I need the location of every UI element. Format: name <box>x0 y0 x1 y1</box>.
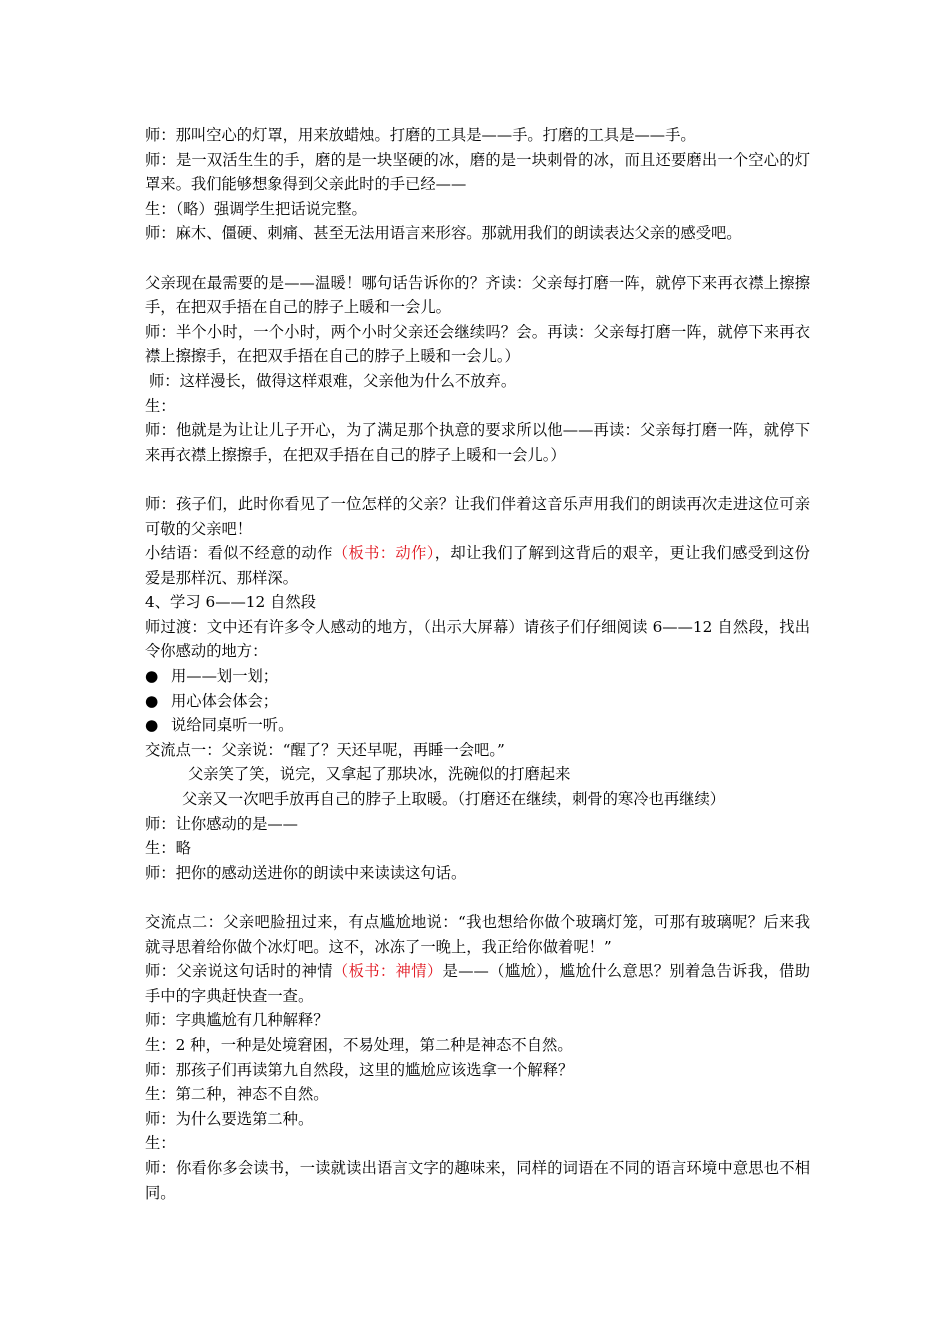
bullet-dot-icon: ● <box>145 667 159 686</box>
text-line: 师：孩子们，此时你看见了一位怎样的父亲？让我们伴着这音乐声用我们的朗读再次走进这位可亲可敬的父亲吧！ <box>145 494 810 538</box>
text-line: 生：2 种，一种是处境窘困，不易处理，第二种是神态不自然。 <box>145 1035 573 1054</box>
blank-line <box>145 885 810 910</box>
blackboard-note: （板书：动作） <box>332 544 435 563</box>
document-page <box>145 123 810 1205</box>
summary-text: 小结语：看似不经意的动作 <box>145 544 333 563</box>
text-line: 师：那孩子们再读第九自然段，这里的尴尬应该选拿一个解释？ <box>145 1060 574 1079</box>
text-line: 师：麻木、僵硬、刺痛、甚至无法用语言来形容。那就用我们的朗读表达父亲的感受吧。 <box>145 224 742 243</box>
text-line: 生：略 <box>145 839 191 858</box>
blackboard-note: （板书：神情） <box>332 962 443 981</box>
text-line: 师：是一双活生生的手，磨的是一块坚硬的冰，磨的是一块刺骨的冰，而且还要磨出一个空心的灯罩来。我们能够想象得到父亲此时的手已经—— <box>145 150 810 194</box>
text-line: 师：字典尴尬有几种解释？ <box>145 1011 329 1030</box>
bullet-item <box>145 713 810 738</box>
text-line: 师：这样漫长，做得这样艰难，父亲他为什么不放弃。 <box>149 371 517 390</box>
text-line: 生： <box>145 396 176 415</box>
text-line: 师：为什么要选第二种。 <box>145 1109 314 1128</box>
bullet-item <box>145 689 810 714</box>
section-heading: 4、学习 6——12 自然段 <box>145 593 317 612</box>
expression-text: 师：父亲说这句话时的神情 <box>145 962 333 981</box>
bullet-text: 用心体会体会； <box>171 691 279 710</box>
text-line: 交流点一：父亲说：“醒了？天还早呢，再睡一会吧。” <box>145 740 505 759</box>
text-line: 师：半个小时，一个小时，两个小时父亲还会继续吗？会。再读：父亲每打磨一阵，就停下来再衣襟上擦擦手，在把双手捂在自己的脖子上暖和一会儿。） <box>145 322 810 366</box>
bullet-text: 用——划一划； <box>171 667 279 686</box>
bullet-dot-icon: ● <box>145 716 159 735</box>
text-line: 交流点二：父亲吧脸扭过来，有点尴尬地说：“我也想给你做个玻璃灯笼，可那有玻璃呢？后来我就寻思着给你做个冰灯吧。这不，冰冻了一晚上，我正给你做着呢！” <box>145 913 810 956</box>
text-line: 生：（略）强调学生把话说完整。 <box>145 199 367 218</box>
blank-line <box>145 246 810 271</box>
text-line: 生：第二种，神态不自然。 <box>145 1085 329 1104</box>
text-line: 师：他就是为让让儿子开心，为了满足那个执意的要求所以他——再读：父亲每打磨一阵，就停下来再衣襟上擦擦手，在把双手捂在自己的脖子上暖和一会儿。） <box>145 421 810 464</box>
text-line: 父亲现在最需要的是——温暖！哪句话告诉你的？齐读：父亲每打磨一阵，就停下来再衣襟上擦擦手，在把双手捂在自己的脖子上暖和一会儿。 <box>145 273 810 317</box>
text-line: 师：把你的感动送进你的朗读中来读读这句话。 <box>145 863 467 882</box>
bullet-dot-icon: ● <box>145 691 159 710</box>
expression-line <box>145 959 810 1008</box>
expression-text: 是——（尴尬），尴尬什么意思？别着急告诉我，借助手中的字典赶快查一查。 <box>145 962 810 1005</box>
summary-line <box>145 541 810 590</box>
text-line: 父亲又一次吧手放再自己的脖子上取暖。（打磨还在继续，刺骨的寒冷也再继续） <box>182 790 726 809</box>
bullet-text: 说给同桌听一听。 <box>171 716 294 735</box>
text-line: 生： <box>145 1134 176 1153</box>
text-line: 师：让你感动的是—— <box>145 814 298 833</box>
blank-line <box>145 467 810 492</box>
text-line: 师：那叫空心的灯罩，用来放蜡烛。打磨的工具是——手。打磨的工具是——手。 <box>145 126 696 144</box>
text-line: 师：你看你多会读书，一读就读出语言文字的趣味来，同样的词语在不同的语言环境中意思也不相同。 <box>145 1158 810 1202</box>
summary-text: ，却让我们了解到这背后的艰辛，更让我们感受到这份爱是那样沉、那样深。 <box>145 544 810 587</box>
text-line: 师过渡：文中还有许多令人感动的地方，（出示大屏幕）请孩子们仔细阅读 6——12 自然段，找出令你感动的地方： <box>145 617 810 661</box>
text-line: 父亲笑了笑，说完，又拿起了那块冰，洗碗似的打磨起来 <box>188 765 571 784</box>
bullet-item <box>145 664 810 689</box>
